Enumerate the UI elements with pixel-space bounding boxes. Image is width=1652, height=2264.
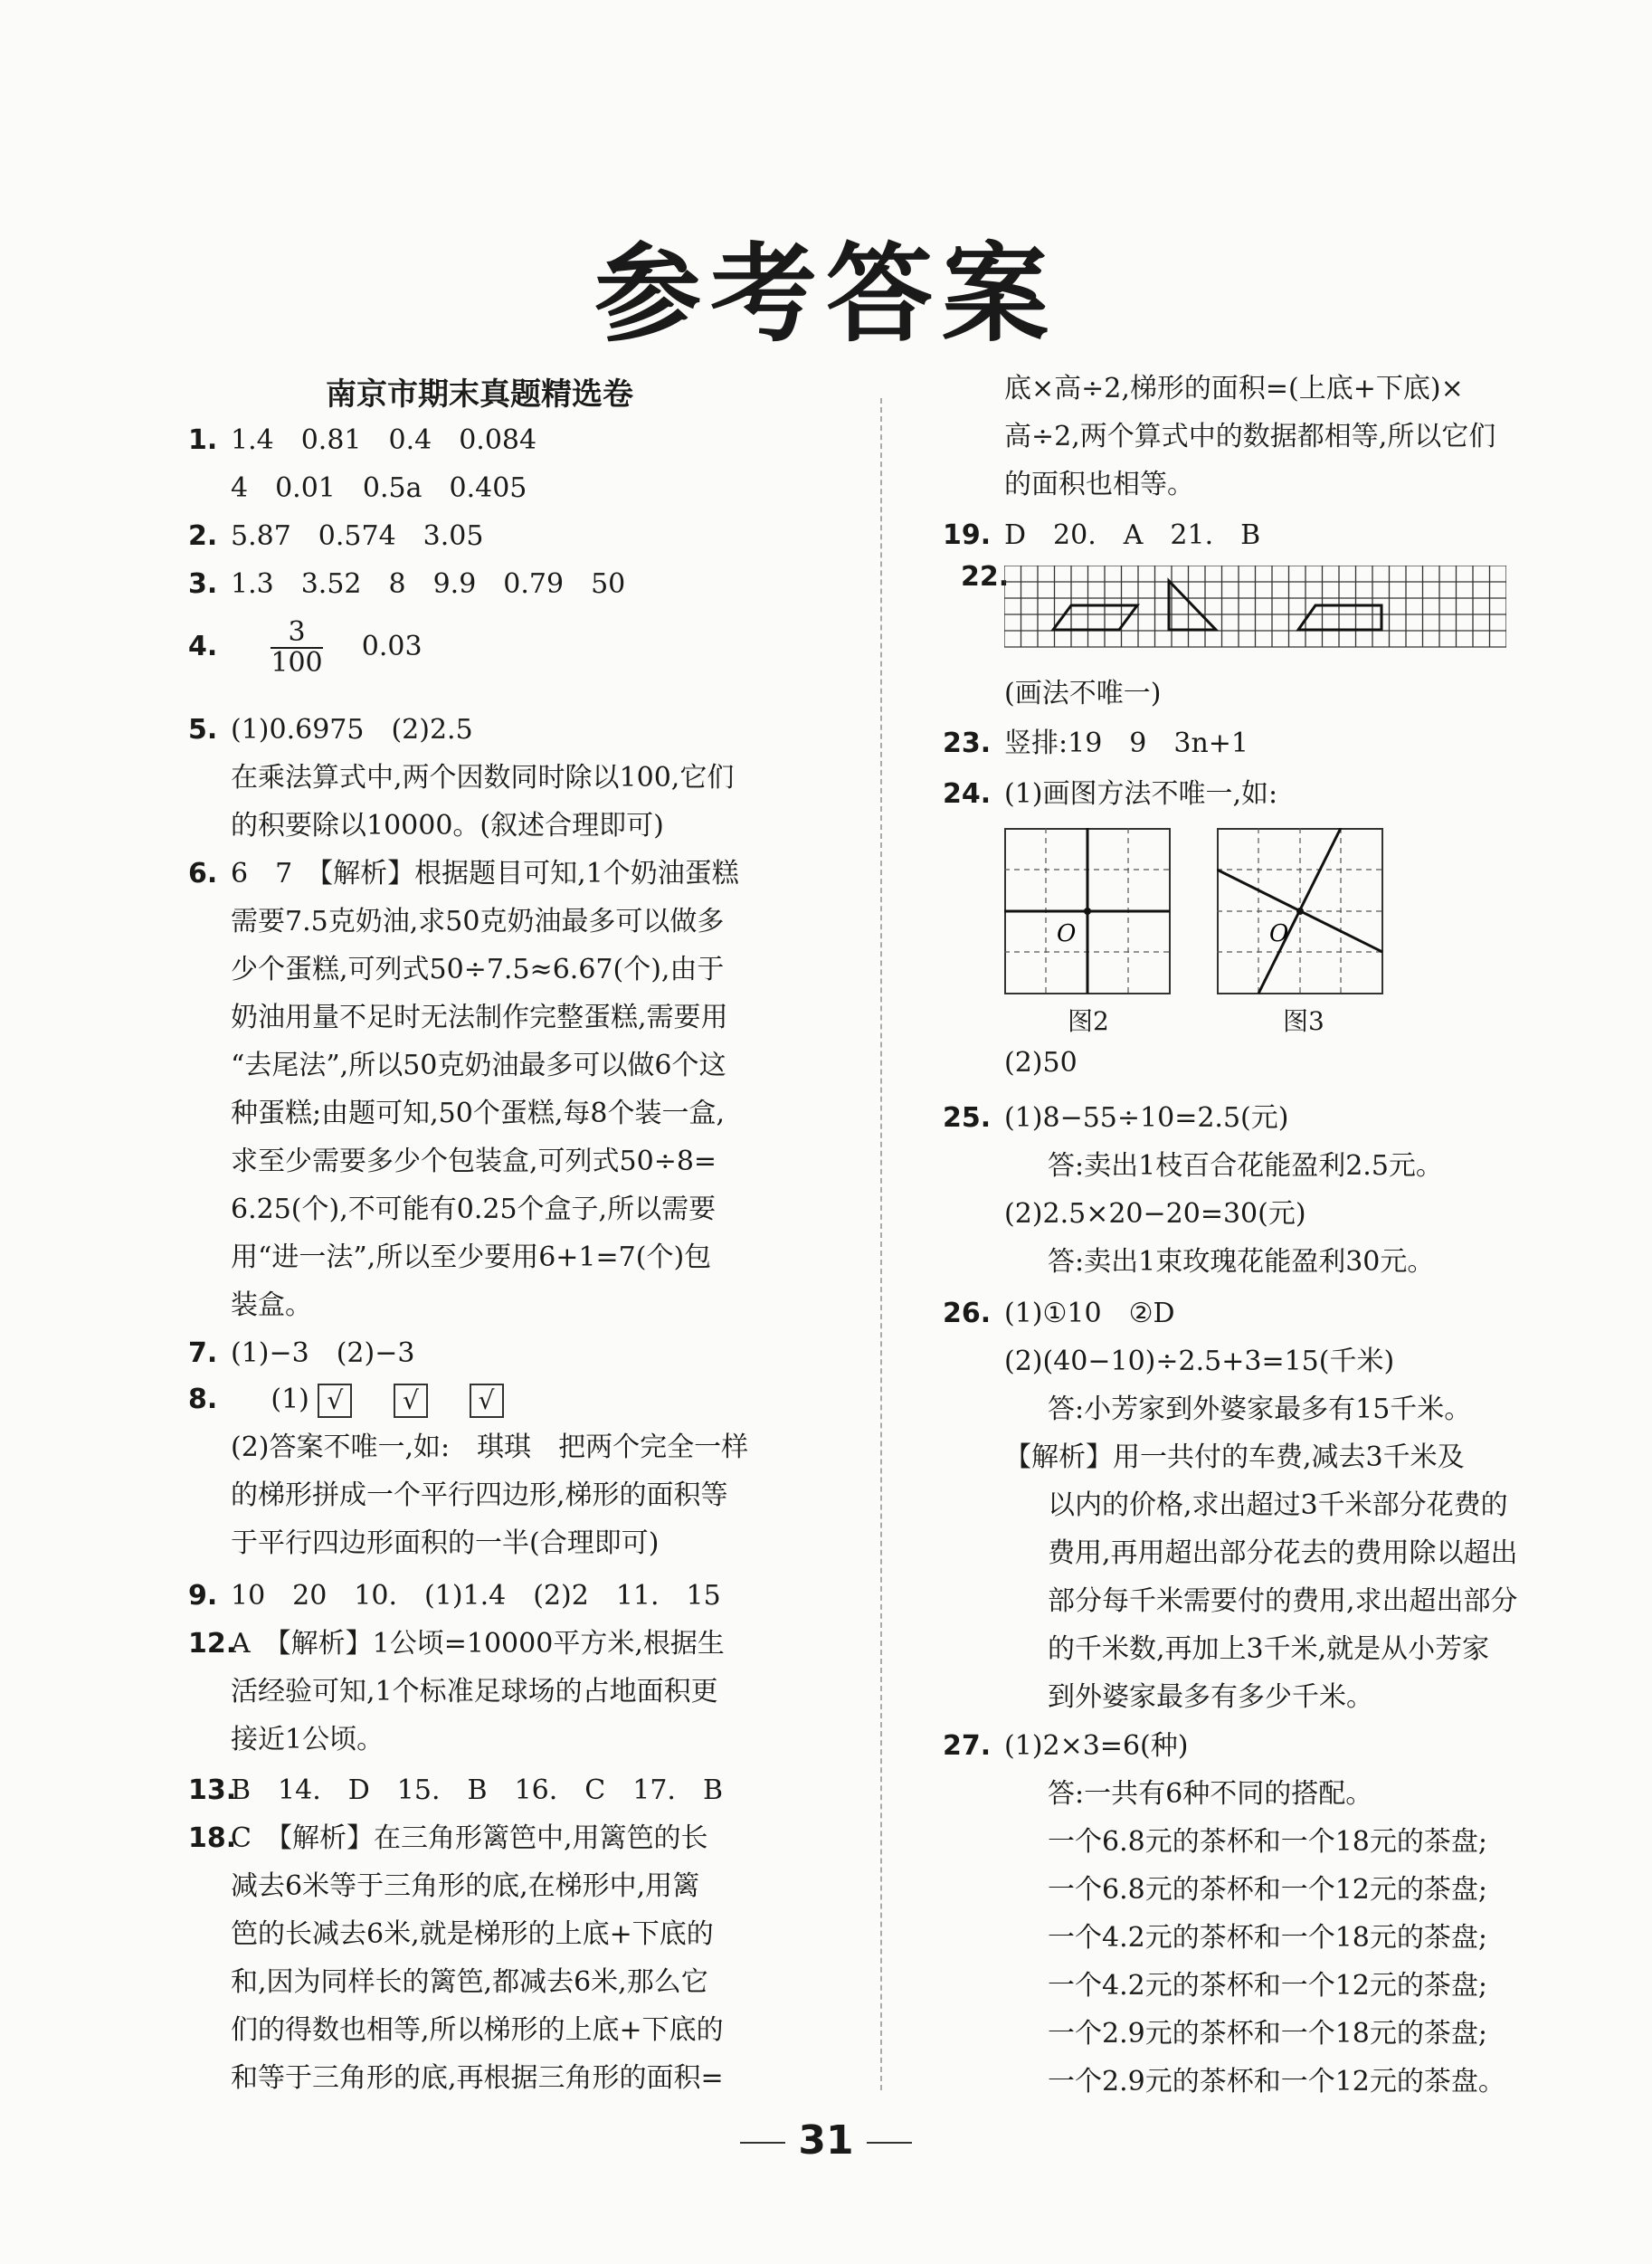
- question-number: 1.: [188, 424, 218, 456]
- answer-text: 答:卖出1束玫瑰花能盈利30元。: [1048, 1246, 1435, 1278]
- answer-text: 0.03: [361, 631, 422, 662]
- figure-3: [1217, 828, 1384, 995]
- page-number-text: 31: [798, 2117, 854, 2164]
- section-title: 南京市期末真题精选卷: [326, 376, 633, 413]
- answer-text: (1)①10 ②D: [1004, 1298, 1175, 1329]
- fraction-numerator: 3: [271, 618, 322, 649]
- answer-text: (1)画图方法不唯一,如:: [1004, 778, 1278, 810]
- answer-text: 4 0.01 0.5a 0.405: [231, 472, 527, 504]
- answer-text: (2)50: [1004, 1047, 1078, 1079]
- answer-text: 一个2.9元的茶杯和一个12元的茶盘。: [1048, 2066, 1505, 2098]
- answer-text: 一个6.8元的茶杯和一个12元的茶盘;: [1048, 1874, 1487, 1906]
- answer-text: (画法不唯一): [1004, 678, 1162, 709]
- answer-text: D 20. A 21. B: [1004, 519, 1261, 551]
- answer-text: 【解析】用一共付的车费,减去3千米及: [1004, 1441, 1465, 1473]
- answer-text: (1)0.6975 (2)2.5: [231, 714, 473, 746]
- answer-text: “去尾法”,所以50克奶油最多可以做6个这: [231, 1050, 726, 1081]
- answer-q8: [188, 1375, 536, 1423]
- answer-text: 接近1公顷。: [231, 1724, 385, 1755]
- check-box: √: [470, 1384, 504, 1418]
- dash-decoration: [740, 2142, 785, 2144]
- answer-text: 们的得数也相等,所以梯形的上底+下底的: [231, 2014, 724, 2046]
- answer-text: (2)(40−10)÷2.5+3=15(千米): [1004, 1346, 1395, 1377]
- origin-label: O: [1269, 920, 1289, 947]
- answer-q4: [188, 618, 422, 678]
- answer-text: (1): [271, 1384, 309, 1415]
- fraction-denominator: 100: [271, 647, 323, 679]
- answer-text: 的面积也相等。: [1004, 469, 1194, 500]
- question-number: 6.: [188, 858, 218, 889]
- question-number: 8.: [188, 1384, 218, 1415]
- answer-text: 以内的价格,求出超过3千米部分花费的: [1048, 1489, 1508, 1521]
- triangle-shape: [1169, 581, 1216, 630]
- answer-text: 在乘法算式中,两个因数同时除以100,它们: [231, 762, 735, 794]
- answer-text: 费用,再用超出部分花去的费用除以超出: [1048, 1537, 1518, 1569]
- answer-text: C 【解析】在三角形篱笆中,用篱笆的长: [231, 1822, 708, 1854]
- page-title: 参考答案: [593, 232, 1058, 357]
- figure-2-caption: 图2: [1068, 1006, 1109, 1036]
- answer-text: 于平行四边形面积的一半(合理即可): [231, 1527, 660, 1559]
- answer-text: 奶油用量不足时无法制作完整蛋糕,需要用: [231, 1002, 728, 1033]
- answer-text: 活经验可知,1个标准足球场的占地面积更: [231, 1676, 718, 1708]
- question-number: 7.: [188, 1337, 218, 1369]
- origin-label: O: [1057, 920, 1077, 947]
- figure-3-caption: 图3: [1283, 1006, 1324, 1036]
- answer-text: 需要7.5克奶油,求50克奶油最多可以做多: [231, 906, 725, 937]
- figure-2: [1004, 828, 1172, 995]
- answer-text: 高÷2,两个算式中的数据都相等,所以它们: [1004, 421, 1496, 452]
- answer-text: 到外婆家最多有多少千米。: [1048, 1681, 1373, 1713]
- answer-text: (2)答案不唯一,如: 琪琪 把两个完全一样: [231, 1432, 749, 1463]
- answer-text: 答:小芳家到外婆家最多有15千米。: [1048, 1394, 1472, 1425]
- answer-text: 5.87 0.574 3.05: [231, 520, 484, 552]
- q22-grid-figure: [1004, 566, 1506, 652]
- question-number: 18.: [188, 1822, 237, 1854]
- page-number: [0, 2117, 1652, 2164]
- question-number: 4.: [188, 631, 218, 662]
- question-number: 23.: [943, 728, 992, 759]
- answer-text: 一个2.9元的茶杯和一个18元的茶盘;: [1048, 2018, 1487, 2050]
- question-number: 22.: [961, 561, 1010, 593]
- answer-text: (1)2×3=6(种): [1004, 1730, 1189, 1762]
- fraction: [271, 618, 322, 678]
- answer-text: 一个4.2元的茶杯和一个12元的茶盘;: [1048, 1970, 1487, 2002]
- question-number: 27.: [943, 1730, 992, 1762]
- answer-text: 部分每千米需要付的费用,求出超出部分: [1048, 1585, 1518, 1617]
- answer-text: 的千米数,再加上3千米,就是从小芳家: [1048, 1633, 1490, 1665]
- answer-text: (2)2.5×20−20=30(元): [1004, 1198, 1306, 1230]
- answer-text: 10 20 10. (1)1.4 (2)2 11. 15: [231, 1580, 721, 1612]
- check-box: √: [318, 1384, 352, 1418]
- check-box: √: [394, 1384, 428, 1418]
- column-divider: [880, 398, 882, 2090]
- question-number: 19.: [943, 519, 992, 551]
- answer-text: (1)8−55÷10=2.5(元): [1004, 1102, 1289, 1134]
- answer-text: 装盒。: [231, 1289, 312, 1321]
- trapezoid-shape: [1298, 605, 1381, 630]
- question-number: 12.: [188, 1628, 237, 1660]
- answer-text: 底×高÷2,梯形的面积=(上底+下底)×: [1004, 373, 1464, 404]
- answer-text: 的积要除以10000。(叙述合理即可): [231, 810, 664, 842]
- answer-text: 和,因为同样长的篱笆,都减去6米,那么它: [231, 1966, 708, 1998]
- question-number: 13.: [188, 1774, 237, 1806]
- question-number: 5.: [188, 714, 218, 746]
- question-number: 9.: [188, 1580, 218, 1612]
- question-number: 26.: [943, 1298, 992, 1329]
- parallelogram-shape: [1053, 605, 1137, 630]
- answer-text: 的梯形拼成一个平行四边形,梯形的面积等: [231, 1479, 728, 1511]
- answer-text: 和等于三角形的底,再根据三角形的面积=: [231, 2062, 724, 2094]
- answer-text: 一个4.2元的茶杯和一个18元的茶盘;: [1048, 1922, 1487, 1954]
- answer-text: 少个蛋糕,可列式50÷7.5≈6.67(个),由于: [231, 954, 725, 985]
- answer-text: 6 7 【解析】根据题目可知,1个奶油蛋糕: [231, 858, 739, 889]
- answer-text: 一个6.8元的茶杯和一个18元的茶盘;: [1048, 1826, 1487, 1858]
- answer-text: 种蛋糕;由题可知,50个蛋糕,每8个装一盒,: [231, 1098, 725, 1129]
- answer-text: 1.4 0.81 0.4 0.084: [231, 424, 537, 456]
- answer-text: 求至少需要多少个包装盒,可列式50÷8=: [231, 1146, 717, 1177]
- answer-text: 用“进一法”,所以至少要用6+1=7(个)包: [231, 1241, 712, 1273]
- answer-text: 答:卖出1枝百合花能盈利2.5元。: [1048, 1150, 1443, 1182]
- question-number: 2.: [188, 520, 218, 552]
- question-number: 25.: [943, 1102, 992, 1134]
- answer-text: 笆的长减去6米,就是梯形的上底+下底的: [231, 1918, 714, 1950]
- answer-text: 1.3 3.52 8 9.9 0.79 50: [231, 568, 626, 600]
- question-number: 3.: [188, 568, 218, 600]
- question-number: 24.: [943, 778, 992, 810]
- answer-text: B 14. D 15. B 16. C 17. B: [231, 1774, 723, 1806]
- answer-text: A 【解析】1公顷=10000平方米,根据生: [231, 1628, 725, 1660]
- answer-text: 答:一共有6种不同的搭配。: [1048, 1778, 1373, 1810]
- dash-decoration: [867, 2142, 912, 2144]
- answer-text: 6.25(个),不可能有0.25个盒子,所以需要: [231, 1194, 717, 1225]
- answer-text: 竖排:19 9 3n+1: [1004, 728, 1248, 759]
- answer-text: (1)−3 (2)−3: [231, 1337, 415, 1369]
- answer-text: 减去6米等于三角形的底,在梯形中,用篱: [231, 1870, 700, 1902]
